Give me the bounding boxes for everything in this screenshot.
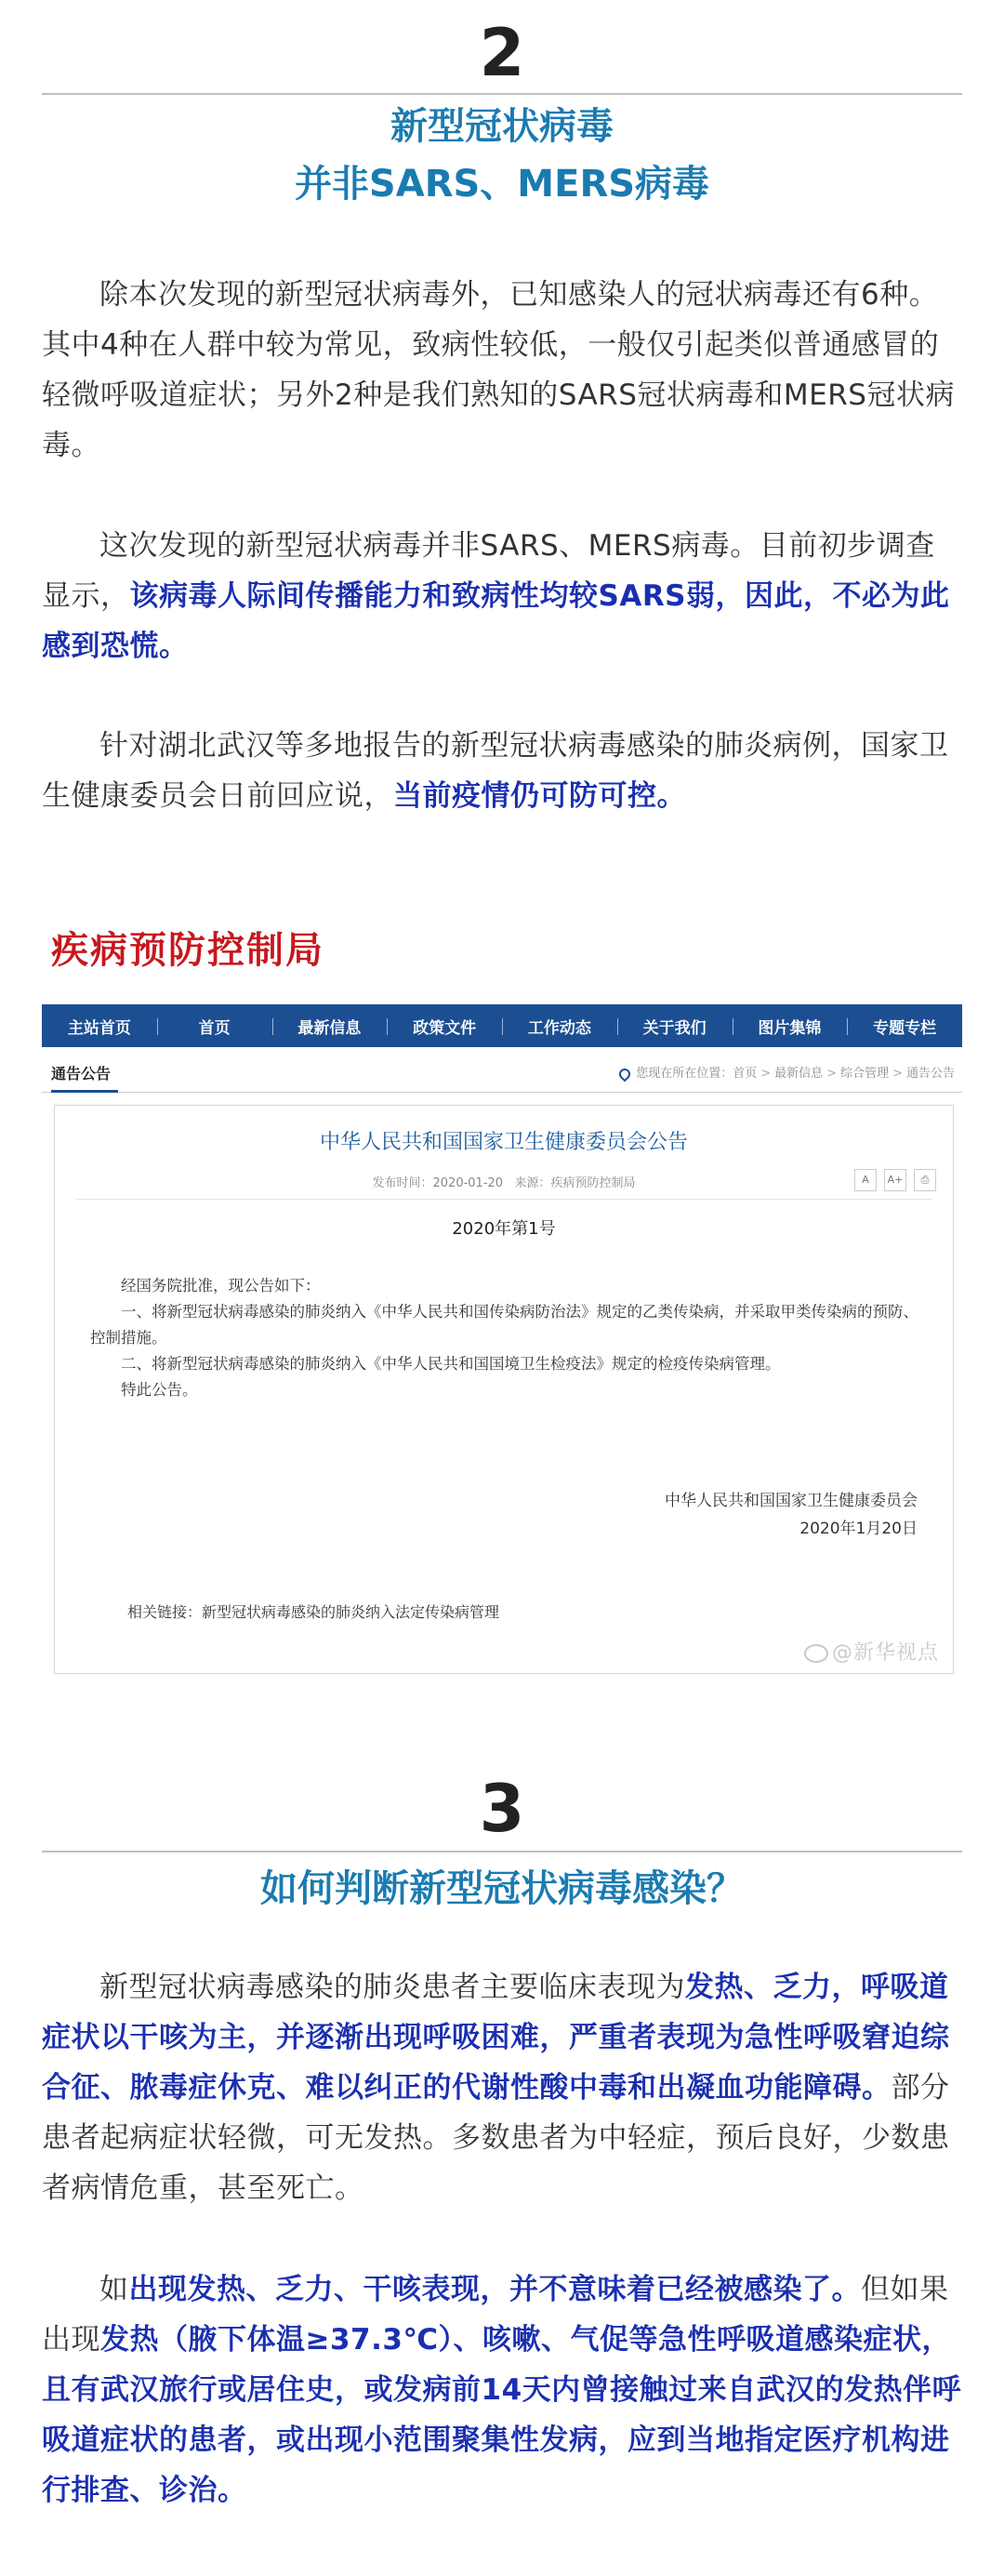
breadcrumb-separator: > (760, 1067, 772, 1081)
signature-org: 中华人民共和国国家卫生健康委员会 (665, 1492, 918, 1510)
paragraph-text: 新型冠状病毒感染的肺炎患者主要临床表现为 (99, 1971, 685, 2004)
section-3-paragraph-1 (42, 1962, 962, 2213)
breadcrumb-item[interactable]: 首页 (733, 1067, 758, 1081)
location-pin-icon (617, 1066, 633, 1082)
emphasis-text: 当前疫情仍可防可控。 (393, 779, 686, 813)
breadcrumb-prefix: 您现在所在位置： (636, 1067, 733, 1081)
section-2-title-line2: 并非SARS、MERS病毒 (294, 163, 710, 206)
signature-date: 2020年1月20日 (799, 1520, 918, 1538)
nav-item-topics[interactable]: 专题专栏 (847, 1015, 962, 1038)
breadcrumb-separator: > (826, 1067, 838, 1081)
emphasis-text: 发热、乏力，呼吸道症状以干咳为主，并逐渐出现呼吸困难，严重者表现为急性呼吸窘迫综合征、脓毒症休克、难以纠正的代谢性酸中毒和出凝血功能障碍。 (42, 1971, 950, 2105)
watermark-text: @新华视点 (832, 1641, 940, 1665)
nav-item-work[interactable]: 工作动态 (502, 1015, 617, 1038)
source-label: 来源： (514, 1176, 551, 1190)
publish-label: 发布时间： (372, 1176, 433, 1190)
notice-body (90, 1273, 927, 1403)
paragraph-text: 这次发现的新型冠状病毒并非SARS、MERS病毒。目前初步调查显示， (42, 529, 935, 613)
nav-item-latest[interactable]: 最新信息 (272, 1015, 388, 1038)
paragraph-text: 如 (99, 2273, 129, 2306)
breadcrumb-separator: > (892, 1067, 903, 1081)
nav-item-policy[interactable]: 政策文件 (387, 1015, 502, 1038)
site-title: 疾病预防控制局 (51, 929, 324, 972)
section-3-title: 如何判断新型冠状病毒感染？ (260, 1867, 744, 1910)
paragraph-text: 但如果出现 (42, 2273, 949, 2357)
notice-divider (75, 1199, 932, 1200)
section-2-number: 2 (479, 15, 525, 91)
publish-date: 2020-01-20 (432, 1176, 504, 1190)
notice-line: 一、将新型冠状病毒感染的肺炎纳入《中华人民共和国传染病防治法》规定的乙类传染病，并采取甲类传染病的预防、控制措施。 (90, 1303, 918, 1347)
paragraph-text: 部分患者起病症状轻微，可无发热。多数患者为中轻症，预后良好，少数患者病情危重，甚至死亡。 (42, 2071, 950, 2205)
notice-line: 特此公告。 (121, 1381, 198, 1399)
section-2-paragraph-3 (42, 721, 962, 821)
font-tools (854, 1169, 936, 1191)
font-large-button[interactable]: A+ (884, 1169, 906, 1191)
notice-title: 中华人民共和国国家卫生健康委员会公告 (319, 1131, 688, 1154)
notice-line: 经国务院批准，现公告如下： (121, 1277, 321, 1295)
emphasis-text: 发热（腋下体温≥37.3℃）、咳嗽、气促等急性呼吸道感染症状，且有武汉旅行或居住史，或发病前14天内曾接触过来自武汉的发热伴呼吸道症状的患者，或出现小范围聚集性发病，应到当地指定医疗机构进行排查、诊治。 (42, 2323, 962, 2507)
section-3-number: 3 (479, 1771, 525, 1847)
weibo-icon (804, 1644, 828, 1663)
emphasis-text: 该病毒人际间传播能力和致病性均较SARS弱，因此，不必为此感到恐慌。 (42, 579, 950, 663)
notice-signature (665, 1487, 918, 1543)
notice-number: 2020年第1号 (452, 1219, 556, 1239)
source: 疾病预防控制局 (550, 1176, 636, 1190)
section-label: 通告公告 (51, 1062, 111, 1083)
nav-item-gallery[interactable]: 图片集锦 (733, 1015, 848, 1038)
notice-meta (55, 1173, 953, 1190)
related-link[interactable]: 相关链接：新型冠状病毒感染的肺炎纳入法定传染病管理 (127, 1603, 500, 1621)
section-2-paragraph-1: 除本次发现的新型冠状病毒外，已知感染人的冠状病毒还有6种。其中4种在人群中较为常见，致病性较低，一般仅引起类似普通感冒的轻微呼吸道症状；另外2种是我们熟知的SARS冠状病毒和MERS冠状病毒。 (42, 278, 955, 462)
section-2-title-line1: 新型冠状病毒 (390, 105, 614, 148)
nav-item-main-home[interactable]: 主站首页 (67, 1018, 131, 1038)
nav-item-home[interactable]: 首页 (157, 1015, 272, 1038)
notice-line: 二、将新型冠状病毒感染的肺炎纳入《中华人民共和国国境卫生检疫法》规定的检疫传染病管理。 (121, 1355, 781, 1373)
breadcrumb-item[interactable]: 通告公告 (905, 1067, 955, 1081)
section-3-paragraph-2 (42, 2264, 962, 2516)
paragraph-text: 针对湖北武汉等多地报告的新型冠状病毒感染的肺炎病例，国家卫生健康委员会日前回应说， (42, 729, 949, 813)
section-2-divider (42, 93, 962, 95)
site-nav-bar (42, 1004, 962, 1047)
nav-item-about[interactable]: 关于我们 (617, 1015, 733, 1038)
print-icon[interactable]: ⎙ (914, 1169, 936, 1191)
breadcrumb-item[interactable]: 最新信息 (774, 1067, 824, 1081)
watermark (804, 1637, 939, 1666)
breadcrumb-bar (42, 1047, 962, 1093)
font-small-button[interactable]: A (854, 1169, 877, 1191)
notice-panel (54, 1105, 954, 1674)
breadcrumb-item[interactable]: 综合管理 (840, 1067, 890, 1081)
section-3-divider (42, 1851, 962, 1852)
emphasis-text: 出现发热、乏力、干咳表现，并不意味着已经被感染了。 (128, 2273, 861, 2306)
section-2-paragraph-2 (42, 521, 962, 671)
breadcrumb (619, 1063, 955, 1081)
